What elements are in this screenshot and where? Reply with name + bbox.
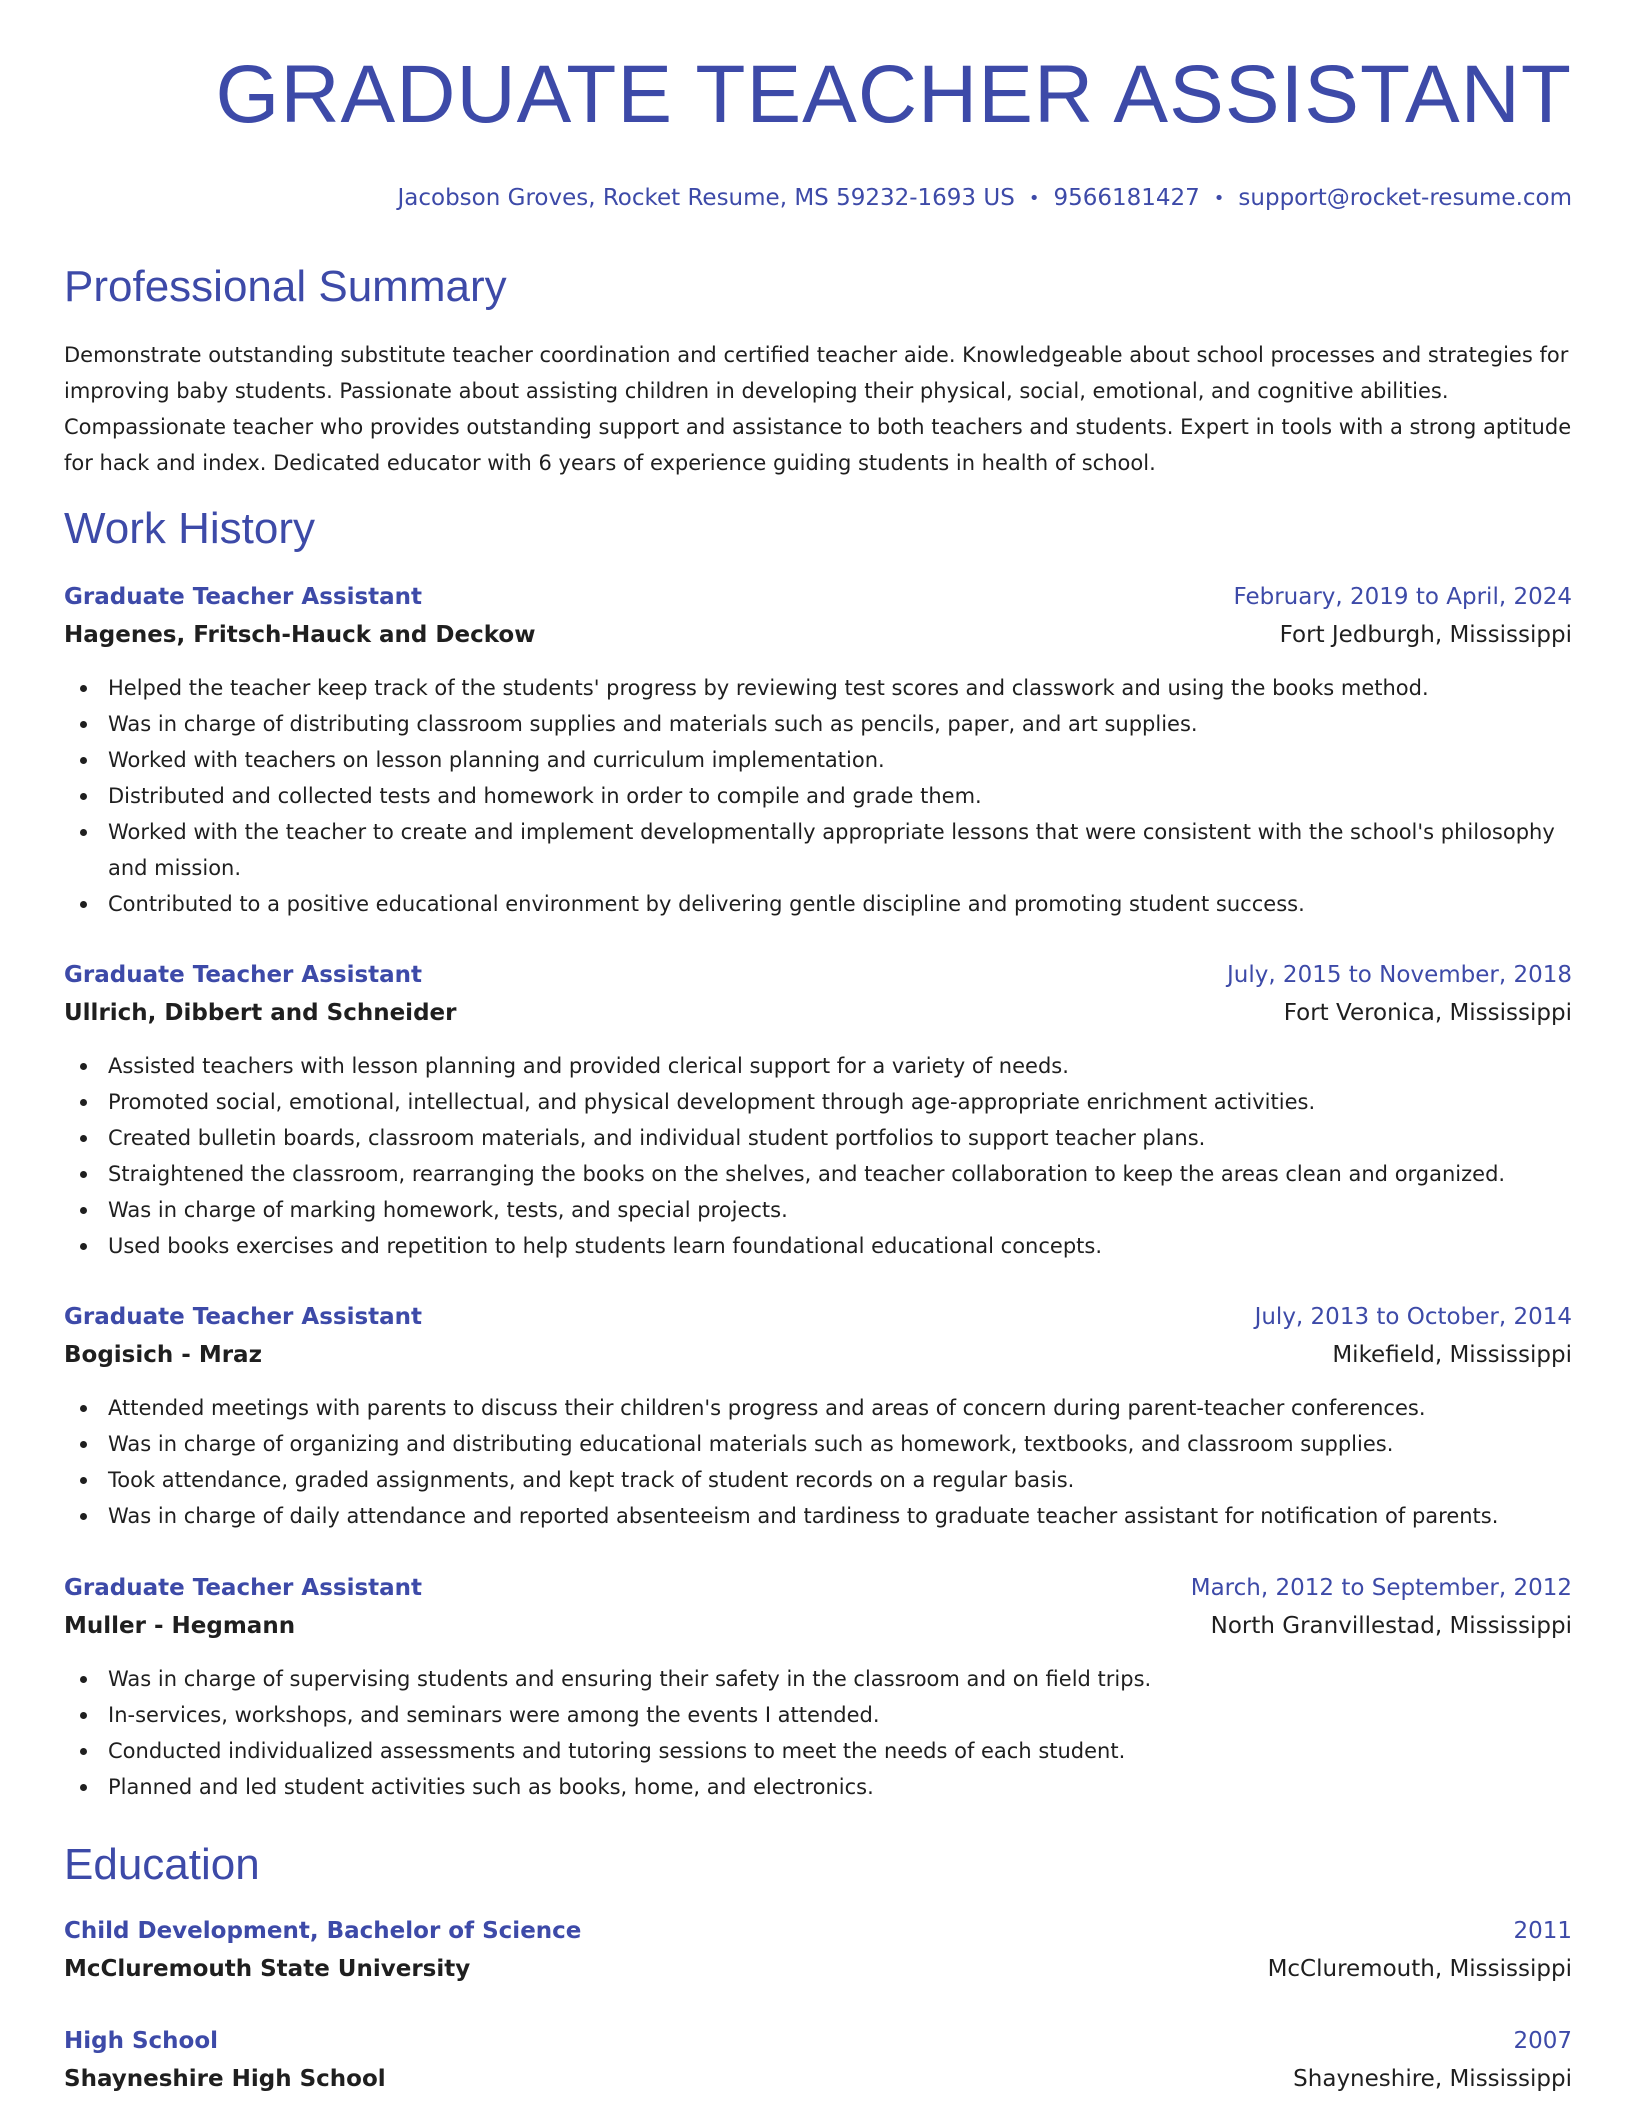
job-bullets (64, 1661, 1572, 1805)
job-entry (64, 1569, 1572, 1805)
school-location: McCluremouth, Mississippi (1267, 1956, 1572, 1982)
bullet-dot-icon (80, 1712, 87, 1719)
company-name: Muller - Hegmann (64, 1613, 296, 1639)
job-location: North Granvillestad, Mississippi (1210, 1613, 1572, 1639)
job-title: Graduate Teacher Assistant (64, 1575, 423, 1601)
bullet-dot-icon (80, 829, 87, 836)
bullet-item (64, 1084, 1572, 1120)
school-name: Shayneshire High School (64, 2066, 386, 2092)
summary-text: Demonstrate outstanding substitute teacher coordination and certified teacher aide. Knowledgeable about school processes and strategies for improving baby students. Passionate about assisting children in developing their physical, social, emotional, and cognitive abilities. Compassionate teacher who provides outstanding support and assistance to both teachers and students. Expert in tools with a strong aptitude for hack and index. Dedicated educator with 6 years of experience guiding students in health of school. (64, 343, 1572, 475)
bullet-item (64, 742, 1572, 778)
school-location: Shayneshire, Mississippi (1293, 2066, 1572, 2092)
job-entry (64, 1298, 1572, 1534)
job-entry (64, 956, 1572, 1264)
bullet-text: Was in charge of supervising students and ensuring their safety in the classroom and on field trips. (108, 1667, 1152, 1691)
bullet-text: Used books exercises and repetition to help students learn foundational educational concepts. (108, 1234, 1103, 1258)
bullet-item (64, 814, 1572, 886)
job-location: Fort Jedburgh, Mississippi (1279, 622, 1572, 648)
bullet-dot-icon (80, 1676, 87, 1683)
bullet-text: In-services, workshops, and seminars were among the events I attended. (108, 1703, 880, 1727)
company-name: Hagenes, Fritsch-Hauck and Deckow (64, 622, 536, 648)
school-name: McCluremouth State University (64, 1956, 471, 1982)
bullet-dot-icon (80, 1243, 87, 1250)
bullet-dot-icon (80, 1099, 87, 1106)
job-dates: March, 2012 to September, 2012 (1190, 1575, 1572, 1601)
bullet-text: Was in charge of organizing and distributing educational materials such as homework, textbooks, and classroom supplies. (108, 1432, 1394, 1456)
bullet-dot-icon (80, 1405, 87, 1412)
bullet-item (64, 778, 1572, 814)
job-entry (64, 578, 1572, 922)
bullet-dot-icon (80, 685, 87, 692)
bullet-item (64, 1390, 1572, 1426)
bullet-text: Promoted social, emotional, intellectual, and physical development through age-appropriate enrichment activities. (108, 1090, 1316, 1114)
contact-address: Jacobson Groves, Rocket Resume, MS 59232-1693 US (397, 185, 1015, 211)
degree-name: Child Development, Bachelor of Science (64, 1918, 582, 1944)
bullet-dot-icon (80, 1063, 87, 1070)
bullet-dot-icon (80, 721, 87, 728)
bullet-dot-icon (80, 1207, 87, 1214)
contact-email[interactable]: support@rocket-resume.com (1238, 185, 1572, 211)
degree-name: High School (64, 2028, 219, 2054)
bullet-item (64, 1228, 1572, 1264)
bullet-dot-icon (80, 901, 87, 908)
job-title: Graduate Teacher Assistant (64, 1304, 423, 1330)
bullet-dot-icon (80, 793, 87, 800)
bullet-item (64, 886, 1572, 922)
bullet-text: Planned and led student activities such as books, home, and electronics. (108, 1775, 874, 1799)
bullet-text: Was in charge of marking homework, tests, and special projects. (108, 1198, 788, 1222)
education-entry (64, 1912, 1572, 1988)
contact-separator: • (1213, 188, 1225, 209)
bullet-text: Helped the teacher keep track of the students' progress by reviewing test scores and classwork and using the books method. (108, 676, 1429, 700)
job-title: Graduate Teacher Assistant (64, 962, 423, 988)
bullet-item (64, 1733, 1572, 1769)
job-location: Fort Veronica, Mississippi (1283, 1000, 1572, 1026)
bullet-text: Was in charge of daily attendance and reported absenteeism and tardiness to graduate teacher assistant for notification of parents. (108, 1504, 1499, 1528)
work-history-heading: Work History (64, 504, 315, 553)
bullet-text: Took attendance, graded assignments, and kept track of student records on a regular basis. (108, 1468, 1075, 1492)
bullet-dot-icon (80, 1784, 87, 1791)
job-bullets (64, 1048, 1572, 1264)
education-entry (64, 2022, 1572, 2098)
bullet-item (64, 1769, 1572, 1805)
bullet-item (64, 1498, 1572, 1534)
bullet-dot-icon (80, 757, 87, 764)
bullet-text: Contributed to a positive educational environment by delivering gentle discipline and promoting student success. (108, 892, 1305, 916)
bullet-item (64, 1462, 1572, 1498)
bullet-text: Worked with teachers on lesson planning and curriculum implementation. (108, 748, 885, 772)
job-title: Graduate Teacher Assistant (64, 584, 423, 610)
company-name: Ullrich, Dibbert and Schneider (64, 1000, 457, 1026)
bullet-item (64, 1697, 1572, 1733)
bullet-item (64, 1426, 1572, 1462)
bullet-text: Assisted teachers with lesson planning and provided clerical support for a variety of needs. (108, 1054, 1069, 1078)
education-heading: Education (64, 1840, 260, 1889)
bullet-text: Created bulletin boards, classroom materials, and individual student portfolios to support teacher plans. (108, 1126, 1206, 1150)
bullet-dot-icon (80, 1477, 87, 1484)
bullet-item (64, 1120, 1572, 1156)
bullet-dot-icon (80, 1513, 87, 1520)
job-bullets (64, 670, 1572, 922)
bullet-item (64, 706, 1572, 742)
graduation-year: 2007 (1513, 2028, 1572, 2054)
bullet-dot-icon (80, 1135, 87, 1142)
summary-heading: Professional Summary (64, 262, 507, 311)
bullet-text: Conducted individualized assessments and tutoring sessions to meet the needs of each student. (108, 1739, 1126, 1763)
bullet-text: Attended meetings with parents to discuss their children's progress and areas of concern during parent-teacher conferences. (108, 1396, 1426, 1420)
bullet-item (64, 1156, 1572, 1192)
bullet-dot-icon (80, 1748, 87, 1755)
bullet-text: Worked with the teacher to create and implement developmentally appropriate lessons that were consistent with the school's philosophy and mission. (108, 820, 1555, 880)
job-dates: July, 2013 to October, 2014 (1254, 1304, 1572, 1330)
bullet-item (64, 1048, 1572, 1084)
bullet-text: Distributed and collected tests and homework in order to compile and grade them. (108, 784, 982, 808)
company-name: Bogisich - Mraz (64, 1342, 262, 1368)
job-dates: February, 2019 to April, 2024 (1233, 584, 1572, 610)
job-bullets (64, 1390, 1572, 1534)
bullet-item (64, 670, 1572, 706)
bullet-item (64, 1192, 1572, 1228)
resume-title: GRADUATE TEACHER ASSISTANT (215, 49, 1572, 140)
job-dates: July, 2015 to November, 2018 (1226, 962, 1572, 988)
contact-phone: 9566181427 (1053, 185, 1200, 211)
bullet-dot-icon (80, 1171, 87, 1178)
bullet-text: Straightened the classroom, rearranging the books on the shelves, and teacher collaboration to keep the areas clean and organized. (108, 1162, 1506, 1186)
contact-line (397, 184, 1572, 213)
contact-separator: • (1028, 188, 1040, 209)
graduation-year: 2011 (1513, 1918, 1572, 1944)
job-location: Mikefield, Mississippi (1332, 1342, 1572, 1368)
bullet-text: Was in charge of distributing classroom supplies and materials such as pencils, paper, and art supplies. (108, 712, 1198, 736)
bullet-item (64, 1661, 1572, 1697)
bullet-dot-icon (80, 1441, 87, 1448)
